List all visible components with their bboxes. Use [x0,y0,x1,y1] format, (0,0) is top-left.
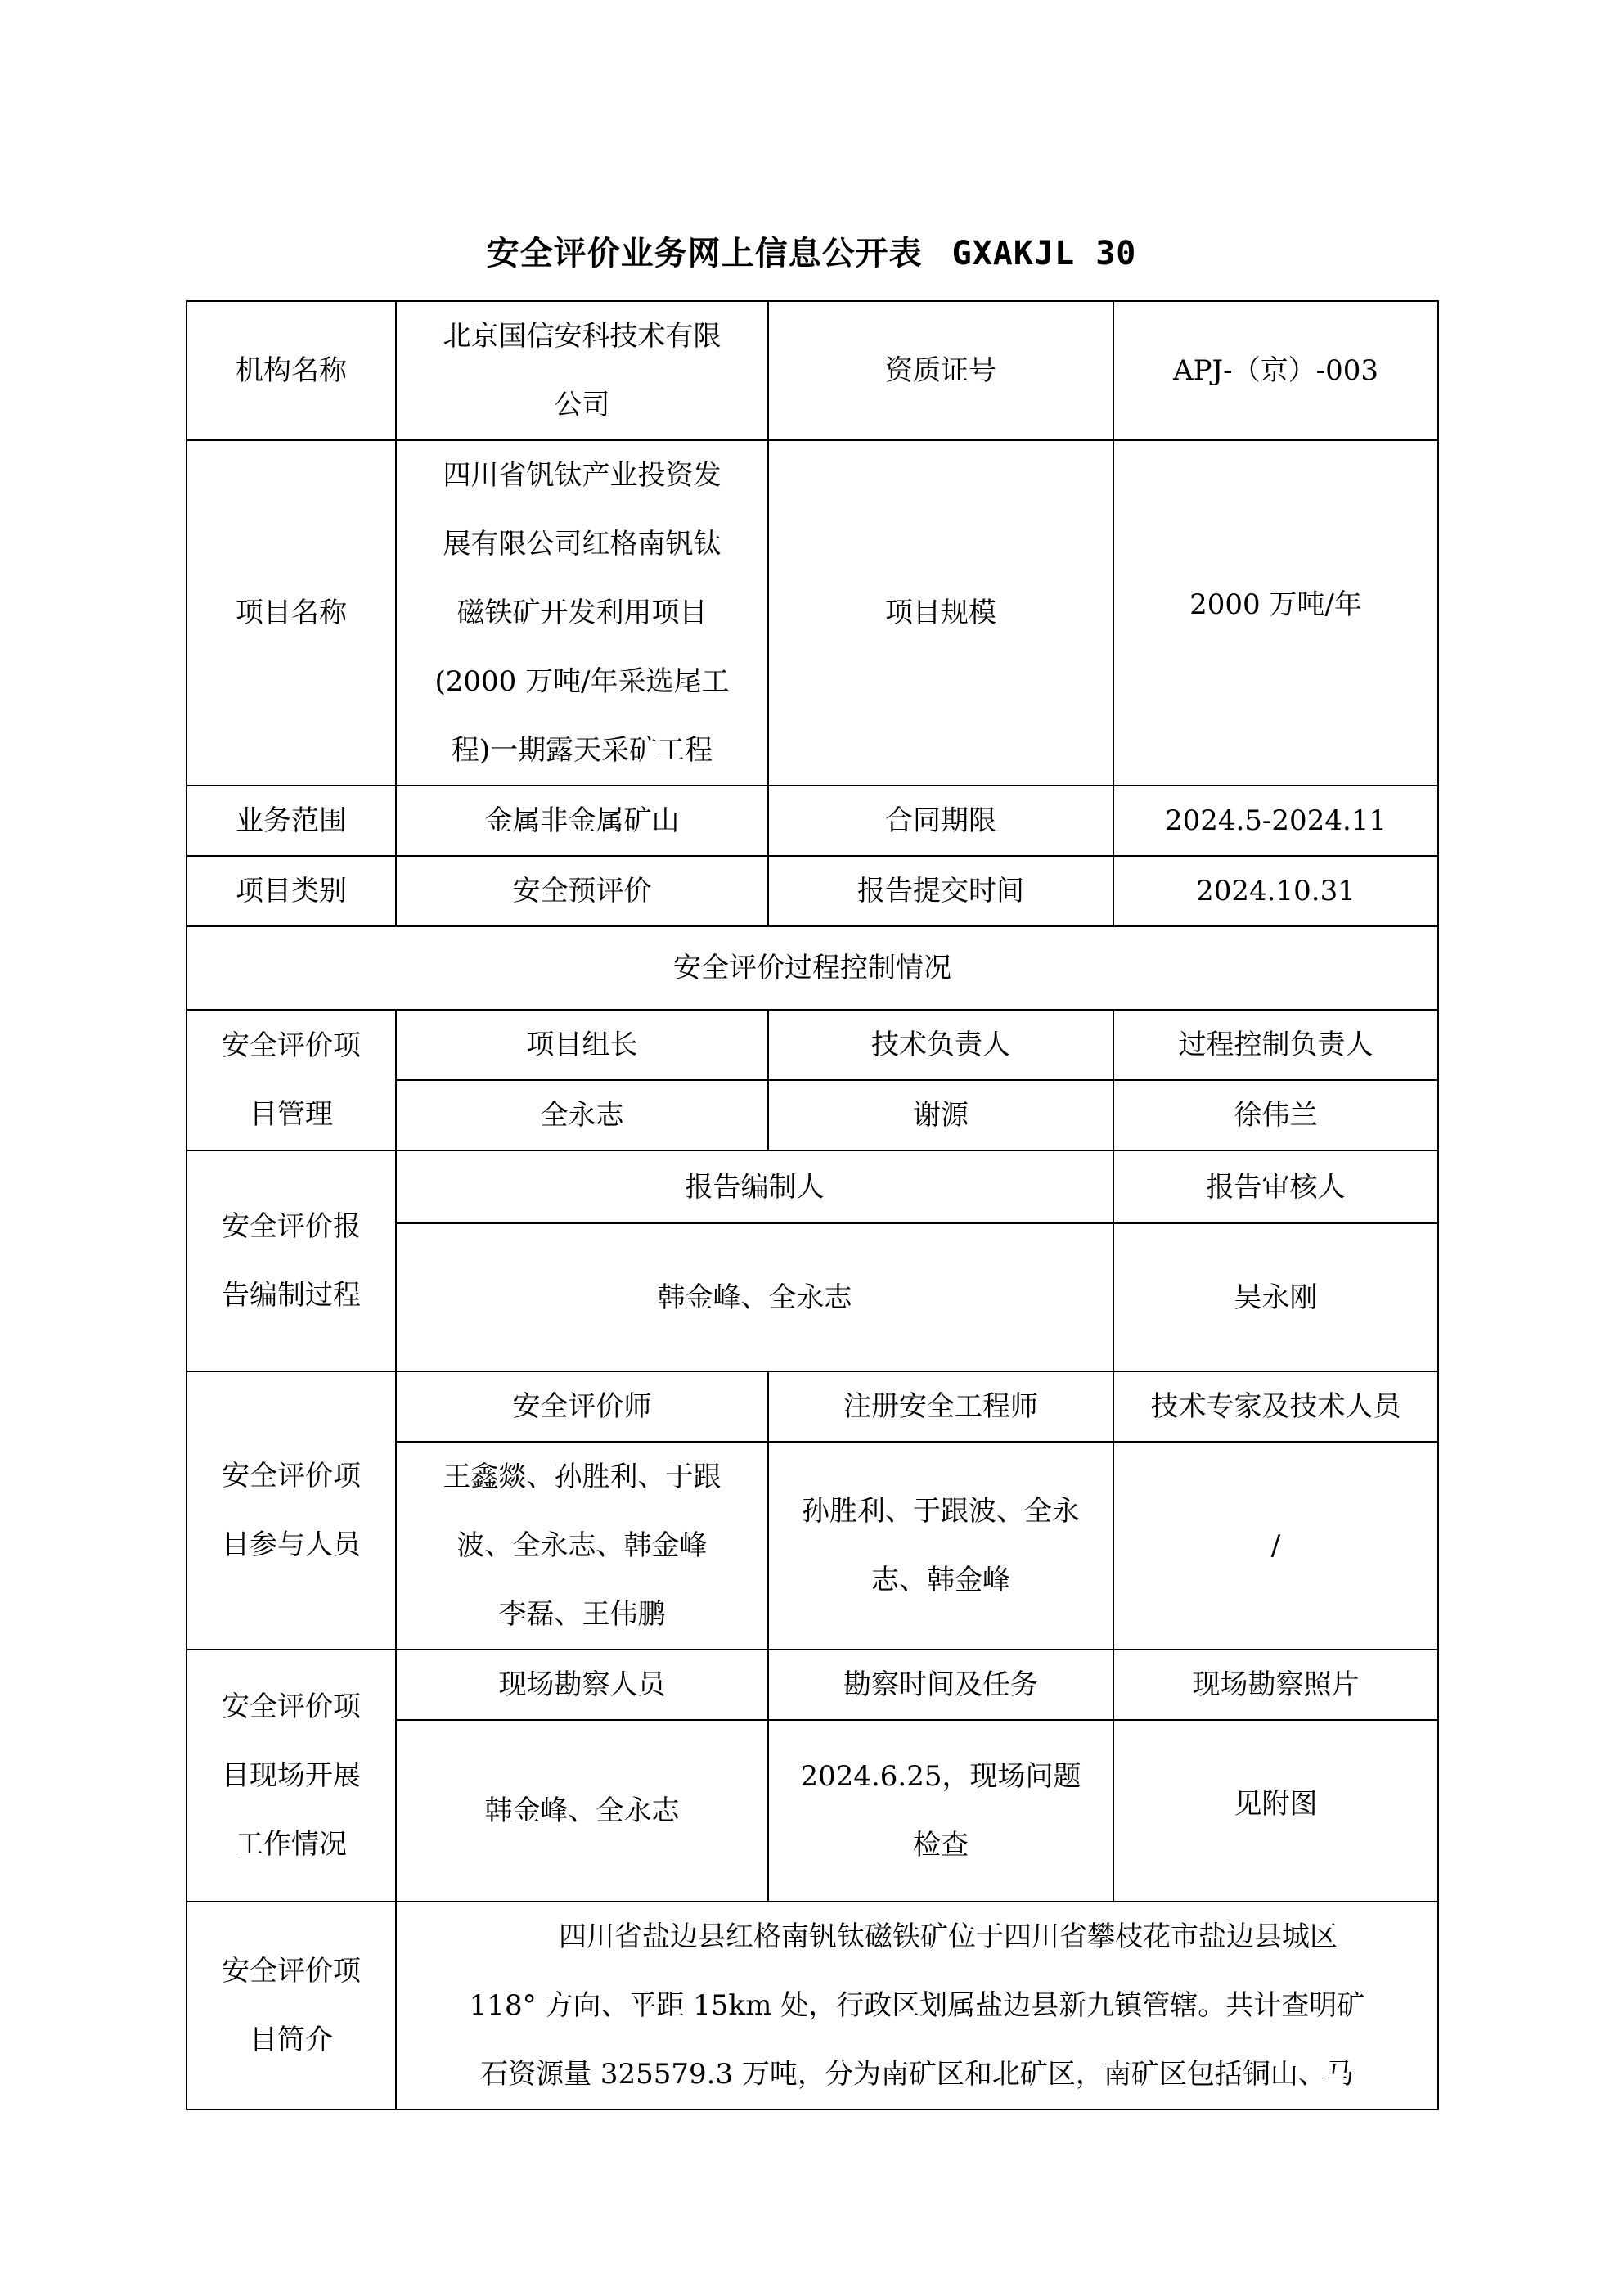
disclosure-table [186,300,1439,2110]
org-name-line: 公司 [554,389,610,421]
row-org [187,301,1438,440]
tech-lead-value: 谢源 [768,1080,1113,1150]
site-staff-header: 现场勘察人员 [396,1650,768,1720]
site-time-line: 2024.6.25，现场问题 [800,1760,1081,1793]
row-business [187,786,1438,856]
process-header: 安全评价过程控制情况 [187,926,1438,1010]
experts-value: / [1113,1442,1438,1650]
participants-label [187,1371,396,1650]
process-lead-header: 过程控制负责人 [1113,1010,1438,1080]
site-photos-value: 见附图 [1113,1720,1438,1902]
engineers-value [768,1442,1113,1650]
leader-value: 全永志 [396,1080,768,1150]
evaluators-line: 李磊、王伟鹏 [498,1598,666,1631]
summary-label-line: 安全评价项 [222,1955,361,1988]
row-site-headers [187,1650,1438,1720]
project-name-label: 项目名称 [187,440,396,786]
category-value: 安全预评价 [396,856,768,926]
org-name-line: 北京国信安科技术有限 [443,320,722,353]
compiler-header: 报告编制人 [396,1150,1113,1223]
project-name-line: 磁铁矿开发利用项目 [456,597,708,629]
summary-line-text: 四川省盐边县红格南钒钛磁铁矿位于四川省攀枝花市盐边县城区 [559,1920,1338,1953]
row-report-headers [187,1150,1438,1223]
leader-header: 项目组长 [396,1010,768,1080]
site-work-label-line: 工作情况 [236,1828,347,1861]
row-project [187,440,1438,786]
project-name-line: 展有限公司红格南钒钛 [443,528,722,560]
tech-lead-header: 技术负责人 [768,1010,1113,1080]
row-summary [187,1902,1438,2109]
site-work-label [187,1650,396,1902]
project-name-line: 程)一期露天采矿工程 [451,734,713,767]
report-label [187,1150,396,1371]
org-name-value [396,301,768,440]
report-label-line: 安全评价报 [222,1210,361,1243]
participants-label-line: 安全评价项 [222,1460,361,1492]
site-time-value [768,1720,1113,1902]
engineers-header: 注册安全工程师 [768,1371,1113,1442]
evaluators-value [396,1442,768,1650]
management-label-line: 目管理 [250,1098,333,1131]
category-label: 项目类别 [187,856,396,926]
compiler-value: 韩金峰、全永志 [396,1223,1113,1371]
document-code: GXAKJL 30 [951,235,1137,272]
cert-label: 资质证号 [768,301,1113,440]
process-lead-value: 徐伟兰 [1113,1080,1438,1150]
row-participants-headers [187,1371,1438,1442]
evaluators-line: 王鑫燚、孙胜利、于跟 [443,1461,722,1493]
experts-header: 技术专家及技术人员 [1113,1371,1438,1442]
submit-value: 2024.10.31 [1113,856,1438,926]
cert-value: APJ-（京）-003 [1113,301,1438,440]
participants-label-line: 目参与人员 [222,1528,361,1561]
site-photos-header: 现场勘察照片 [1113,1650,1438,1720]
engineers-line: 志、韩金峰 [871,1564,1010,1596]
project-name-value [396,440,768,786]
site-work-label-line: 安全评价项 [222,1690,361,1723]
project-name-line: (2000 万吨/年采选尾工 [434,665,730,698]
reviewer-value: 吴永刚 [1113,1223,1438,1371]
document-title-text: 安全评价业务网上信息公开表 [486,235,923,272]
scope-label: 业务范围 [187,786,396,856]
row-process-header [187,926,1438,1010]
scale-value: 2000 万吨/年 [1113,440,1438,786]
contract-value: 2024.5-2024.11 [1113,786,1438,856]
contract-label: 合同期限 [768,786,1113,856]
evaluators-header: 安全评价师 [396,1371,768,1442]
site-time-line: 检查 [913,1829,969,1862]
org-name-label: 机构名称 [187,301,396,440]
summary-line: 118° 方向、平距 15km 处，行政区划属盐边县新九镇管辖。共计查明矿 [469,1989,1365,2022]
scale-label: 项目规模 [768,440,1113,786]
management-label-line: 安全评价项 [222,1029,361,1062]
submit-label: 报告提交时间 [768,856,1113,926]
project-name-line: 四川省钒钛产业投资发 [443,459,722,492]
summary-label [187,1902,396,2109]
report-label-line: 告编制过程 [222,1279,361,1312]
summary-label-line: 目简介 [250,2024,333,2056]
document-title [0,227,1623,274]
site-staff-value: 韩金峰、全永志 [396,1720,768,1902]
site-work-label-line: 目现场开展 [222,1759,361,1792]
management-label [187,1010,396,1150]
reviewer-header: 报告审核人 [1113,1150,1438,1223]
scope-value: 金属非金属矿山 [396,786,768,856]
row-management-headers [187,1010,1438,1080]
site-time-header: 勘察时间及任务 [768,1650,1113,1720]
summary-text [396,1902,1438,2109]
row-category [187,856,1438,926]
summary-line [403,1902,1431,1971]
engineers-line: 孙胜利、于跟波、全永 [802,1495,1080,1528]
summary-line: 石资源量 325579.3 万吨，分为南矿区和北矿区，南矿区包括铜山、马 [480,2058,1354,2091]
evaluators-line: 波、全永志、韩金峰 [456,1529,708,1562]
